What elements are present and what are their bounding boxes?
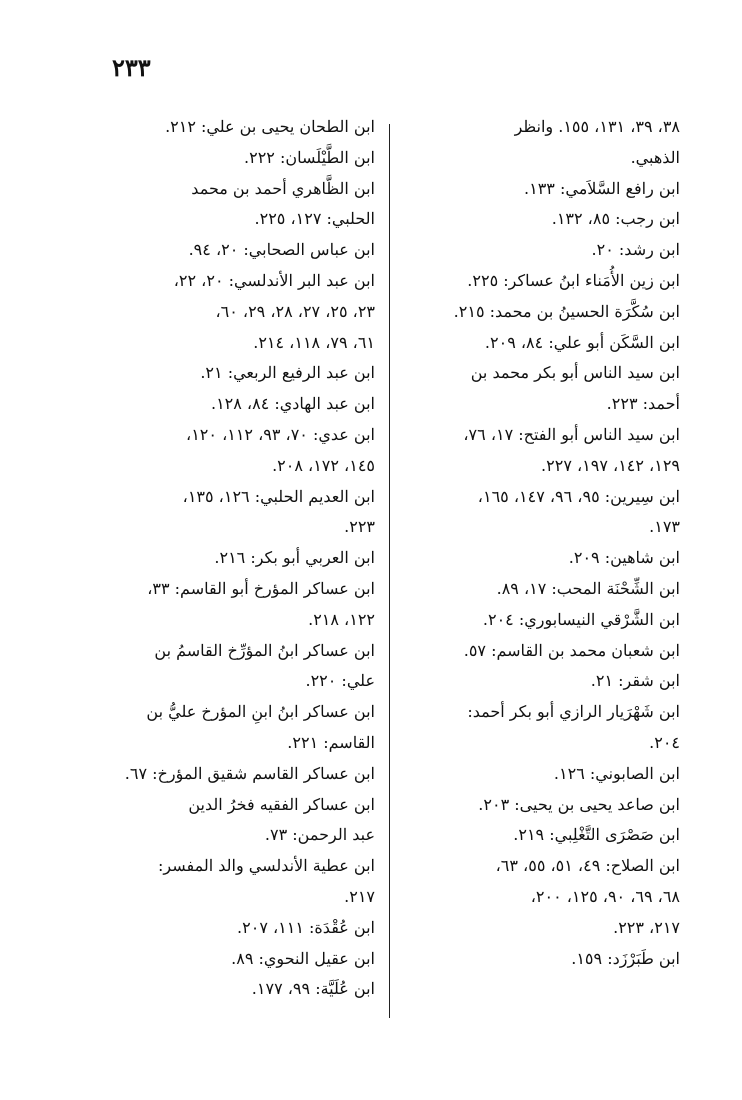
index-entry xyxy=(117,482,375,544)
left-column xyxy=(117,112,375,1005)
index-entry-line: ٢٢٣. xyxy=(344,517,375,537)
index-entry-line: ابن عبد البر الأندلسي: ٢٠، ٢٢، xyxy=(173,270,375,290)
index-entry-line: الحلبي: ١٢٧، ٢٢٥. xyxy=(254,209,375,229)
index-entry-line: علي: ٢٢٠. xyxy=(305,671,375,691)
index-entry xyxy=(402,297,680,328)
index-entry-line: ابن شقر: ٢١. xyxy=(590,671,680,691)
index-entry-line: ابن عبد الرفيع الربعي: ٢١. xyxy=(200,363,375,383)
index-entry-line: ابن عساكر القاسم شقيق المؤرخ: ٦٧. xyxy=(124,763,375,783)
index-entry-line: ابن الشَّرْقي النيسابوري: ٢٠٤. xyxy=(482,609,680,629)
index-entry xyxy=(117,112,375,143)
index-entry-line: ابن عساكر الفقيه فخرُ الدين xyxy=(188,794,375,814)
index-entry xyxy=(402,666,680,697)
index-entry-line: ابن شعبان محمد بن القاسم: ٥٧. xyxy=(463,640,680,660)
index-entry-line: ابن سُكَّرَة الحسينُ بن محمد: ٢١٥. xyxy=(453,301,680,321)
index-entry xyxy=(402,543,680,574)
index-entry xyxy=(117,790,375,852)
index-entry xyxy=(117,574,375,636)
index-entry-line: ابن العديم الحلبي: ١٢٦، ١٣٥، xyxy=(182,486,375,506)
index-entry-line: ابن عباس الصحابي: ٢٠، ٩٤. xyxy=(188,240,375,260)
index-entry-line: ابن الصابوني: ١٢٦. xyxy=(553,763,680,783)
index-entry-line: ابن رشد: ٢٠. xyxy=(591,240,680,260)
index-entry xyxy=(402,266,680,297)
index-entry-line: ٢١٧. xyxy=(344,886,375,906)
index-entry-line: ابن عُلَيَّة: ٩٩، ١٧٧. xyxy=(251,979,375,999)
index-entry-line: ٦٨، ٦٩، ٩٠، ١٢٥، ٢٠٠، xyxy=(530,886,680,906)
index-entry-line: ابن شَهْرَيار الرازي أبو بكر أحمد: xyxy=(467,702,680,722)
index-entry xyxy=(117,174,375,236)
page-number: ٢٣٣ xyxy=(112,53,151,82)
column-divider xyxy=(389,124,390,1018)
index-entry xyxy=(117,759,375,790)
index-entry-line: ابن عطية الأندلسي والد المفسر: xyxy=(157,856,375,876)
index-entry-line: ابن طَبَرْزَد: ١٥٩. xyxy=(571,948,680,968)
index-entry xyxy=(117,543,375,574)
index-entry-line: ابن العربي أبو بكر: ٢١٦. xyxy=(214,548,375,568)
index-entry-line: ١٢٢، ٢١٨. xyxy=(308,609,375,629)
index-entry-line: ١٧٣. xyxy=(649,517,680,537)
index-entry xyxy=(402,358,680,420)
index-entry xyxy=(402,820,680,851)
index-entry xyxy=(402,204,680,235)
index-entry-line: ابن صاعد يحيى بن يحيى: ٢٠٣. xyxy=(478,794,680,814)
index-entry xyxy=(402,574,680,605)
index-entry xyxy=(402,944,680,975)
index-entry-line: ابن الطحان يحيى بن علي: ٢١٢. xyxy=(165,117,375,136)
index-entry-line: ابن الظَّاهري أحمد بن محمد xyxy=(191,178,375,198)
index-entry xyxy=(117,420,375,482)
index-entry-line: أحمد: ٢٢٣. xyxy=(606,394,680,414)
index-entry xyxy=(117,913,375,944)
index-entry-line: ابن عبد الهادي: ٨٤، ١٢٨. xyxy=(210,394,375,414)
index-entry-line: ابن السَّكَن أبو علي: ٨٤، ٢٠٩. xyxy=(484,332,680,352)
index-entry xyxy=(117,143,375,174)
index-entry-line: الذهبي. xyxy=(630,147,680,167)
index-entry xyxy=(402,174,680,205)
index-entry-line: ابن رجب: ٨٥، ١٣٢. xyxy=(551,209,680,229)
index-entry xyxy=(402,328,680,359)
index-entry-line: عبد الرحمن: ٧٣. xyxy=(264,825,375,845)
index-entry-line: ابن عُقْدَة: ١١١، ٢٠٧. xyxy=(237,917,375,937)
index-entry xyxy=(117,974,375,1005)
index-entry-line: ابن عدي: ٧٠، ٩٣، ١١٢، ١٢٠، xyxy=(186,424,375,444)
index-entry-line: ٦١، ٧٩، ١١٨، ٢١٤. xyxy=(253,332,375,352)
index-entry xyxy=(402,636,680,667)
index-entry-line: ابن رافع السَّلاَمي: ١٣٣. xyxy=(524,178,680,198)
index-entry-line: ١٢٩، ١٤٢، ١٩٧، ٢٢٧. xyxy=(541,455,680,475)
index-entry-line: ابن زين الأُمَناء ابنُ عساكر: ٢٢٥. xyxy=(467,270,680,290)
index-entry xyxy=(117,389,375,420)
index-entry-line: ابن عساكر المؤرخ أبو القاسم: ٣٣، xyxy=(147,578,375,598)
index-entry xyxy=(402,420,680,482)
index-entry-line: ابن الشِّحْنَة المحب: ١٧، ٨٩. xyxy=(496,578,680,598)
index-entry xyxy=(402,605,680,636)
index-entry xyxy=(117,944,375,975)
right-column xyxy=(402,112,680,974)
index-entry xyxy=(117,851,375,913)
index-entry-line: ابن صَصْرَى التَّغْلِبي: ٢١٩. xyxy=(513,825,680,845)
index-entry xyxy=(402,482,680,544)
index-entry xyxy=(117,697,375,759)
index-entry xyxy=(402,790,680,821)
index-entry xyxy=(402,112,680,174)
index-entry xyxy=(117,636,375,698)
index-entry-line: ١٤٥، ١٧٢، ٢٠٨. xyxy=(272,455,375,475)
index-entry-line: ابن عقيل النحوي: ٨٩. xyxy=(231,948,375,968)
index-entry xyxy=(402,759,680,790)
index-entry-line: القاسم: ٢٢١. xyxy=(287,732,375,752)
index-entry xyxy=(402,851,680,943)
index-entry-line: ابن سيد الناس أبو الفتح: ١٧، ٧٦، xyxy=(463,424,680,444)
index-entry xyxy=(402,235,680,266)
index-entry xyxy=(117,235,375,266)
index-entry-line: ٢٠٤. xyxy=(649,732,680,752)
index-entry-line: ابن سيد الناس أبو بكر محمد بن xyxy=(470,363,680,383)
index-entry xyxy=(402,697,680,759)
index-entry-line: ابن شاهين: ٢٠٩. xyxy=(568,548,680,568)
index-entry-line: ٢١٧، ٢٢٣. xyxy=(613,917,680,937)
index-entry-line: ٣٨، ٣٩، ١٣١، ١٥٥. وانظر xyxy=(514,117,680,136)
index-entry xyxy=(117,266,375,358)
index-entry-line: ابن عساكر ابنُ ابنِ المؤرخ عليُّ بن xyxy=(146,702,375,722)
index-entry-line: ابن الطَّيْلَسان: ٢٢٢. xyxy=(244,147,375,167)
index-entry xyxy=(117,358,375,389)
index-entry-line: ٢٣، ٢٥، ٢٧، ٢٨، ٢٩، ٦٠، xyxy=(215,301,375,321)
index-entry-line: ابن سِيرين: ٩٥، ٩٦، ١٤٧، ١٦٥، xyxy=(477,486,680,506)
index-entry-line: ابن عساكر ابنُ المؤرِّخ القاسمُ بن xyxy=(154,640,375,660)
index-entry-line: ابن الصلاح: ٤٩، ٥١، ٥٥، ٦٣، xyxy=(495,856,680,876)
